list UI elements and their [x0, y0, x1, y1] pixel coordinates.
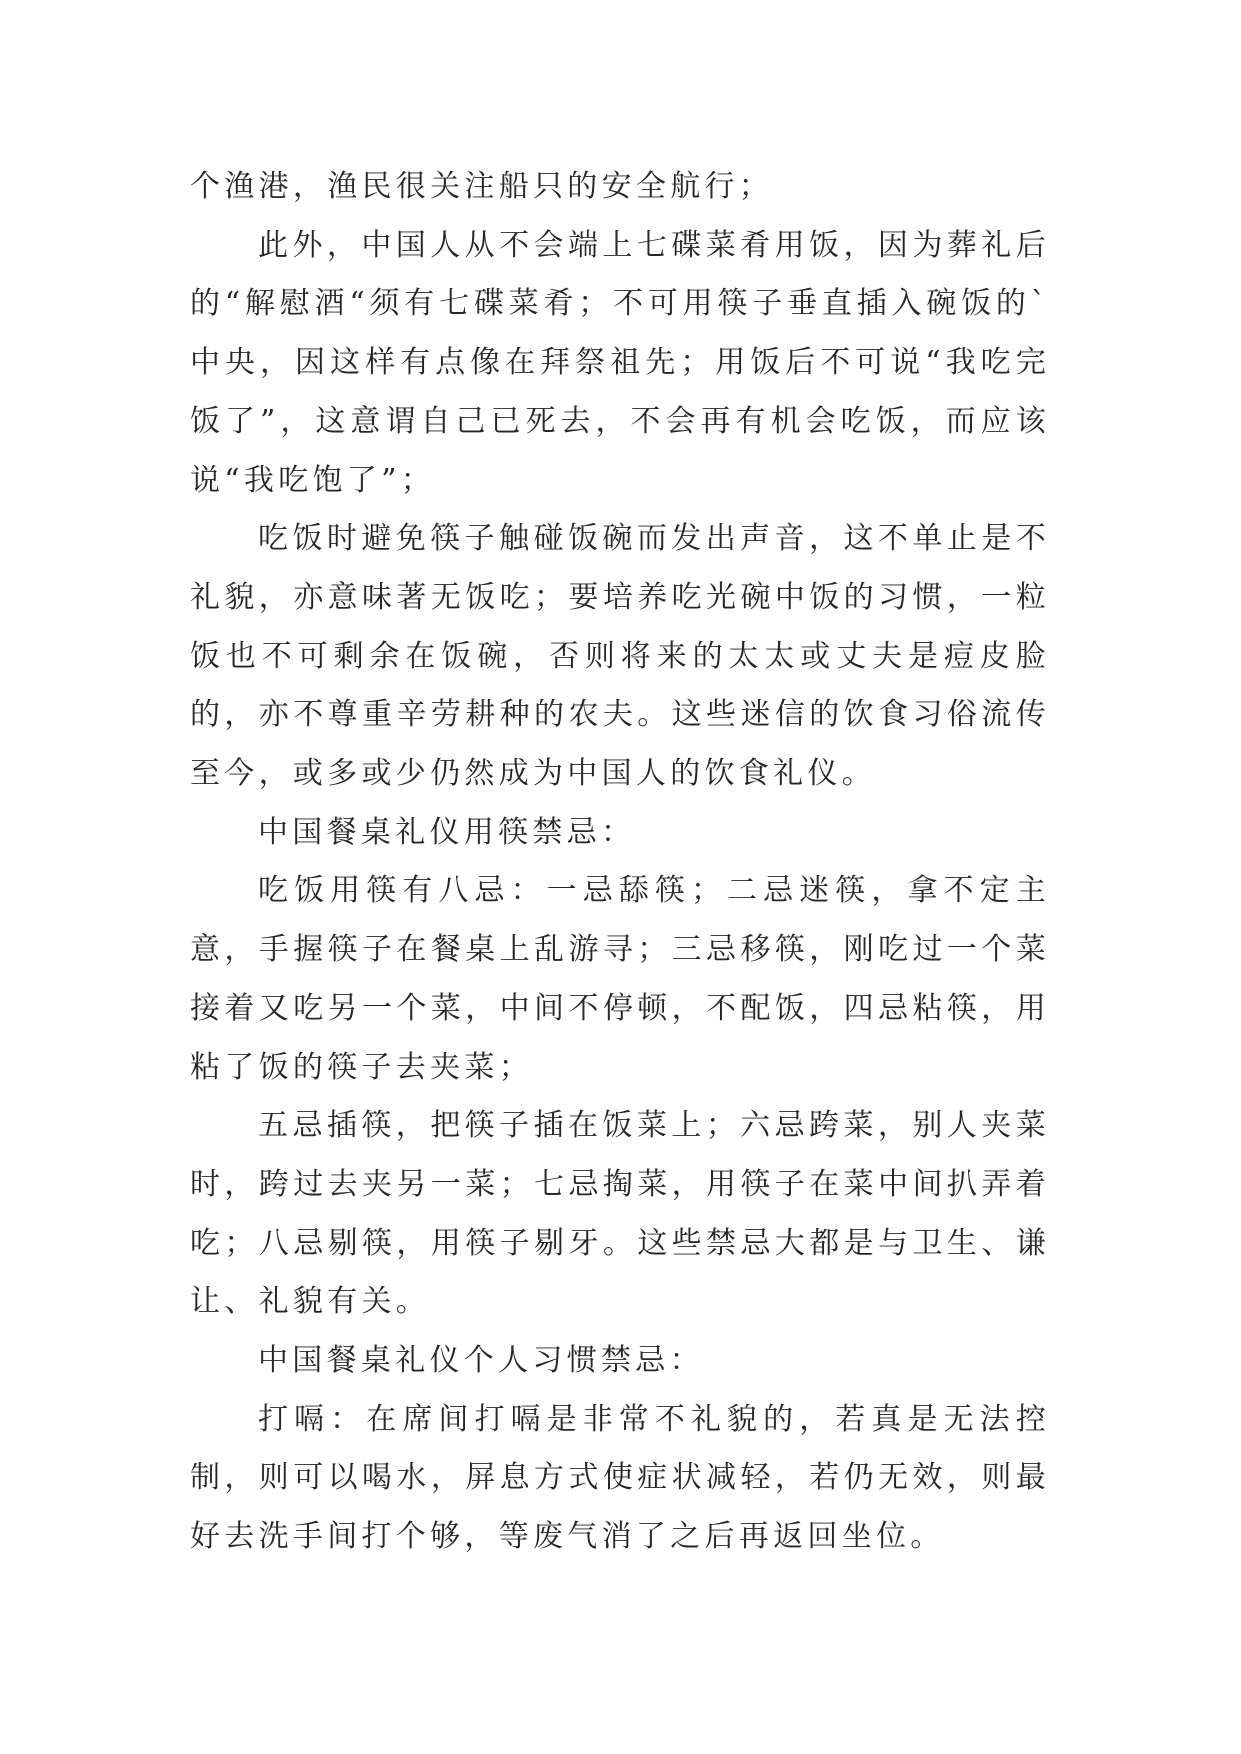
paragraph-seven-dishes: 此外，中国人从不会端上七碟菜肴用饭，因为葬礼后的“解慰酒“须有七碟菜肴；不可用筷子垂直插入碗饭的`中央，因这样有点像在拜祭祖先；用饭后不可说“我吃完饭了”，这意谓自己已死去，不会再有机会吃饭，而应该说“我吃饱了”；: [190, 227, 1050, 498]
heading-chopstick-taboos: 中国餐桌礼仪用筷禁忌：: [258, 814, 636, 850]
paragraph-fishing-port: 个渔港，渔民很关注船只的安全航行；: [190, 169, 774, 204]
paragraph-taboos-continued: 五忌插筷，把筷子插在饭菜上；六忌跨菜，别人夹菜时，跨过去夹另一菜；七忌掏菜，用筷子在菜中间扒弄着吃；八忌剔筷，用筷子剔牙。这些禁忌大都是与卫生、谦让、礼貌有关。: [190, 1108, 1050, 1320]
paragraph-eight-taboos: 吃饭用筷有八忌：一忌舔筷；二忌迷筷，拿不定主意，手握筷子在餐桌上乱游寻；三忌移筷，刚吃过一个菜接着又吃另一个菜，中间不停顿，不配饭，四忌粘筷，用粘了饭的筷子去夹菜；: [190, 873, 1050, 1085]
document-body: [190, 158, 1050, 1567]
heading-personal-habit-taboos: 中国餐桌礼仪个人习惯禁忌：: [258, 1343, 704, 1379]
paragraph-burping: 打嗝：在席间打嗝是非常不礼貌的，若真是无法控制，则可以喝水，屏息方式使症状减轻，若仍无效，则最好去洗手间打个够，等废气消了之后再返回坐位。: [190, 1401, 1050, 1555]
paragraph-bowl-habits: 吃饭时避免筷子触碰饭碗而发出声音，这不单止是不礼貌，亦意味著无饭吃；要培养吃光碗中饭的习惯，一粒饭也不可剩余在饭碗，否则将来的太太或丈夫是痘皮脸的，亦不尊重辛劳耕种的农夫。这些迷信的饮食习俗流传至今，或多或少仍然成为中国人的饮食礼仪。: [190, 521, 1050, 792]
